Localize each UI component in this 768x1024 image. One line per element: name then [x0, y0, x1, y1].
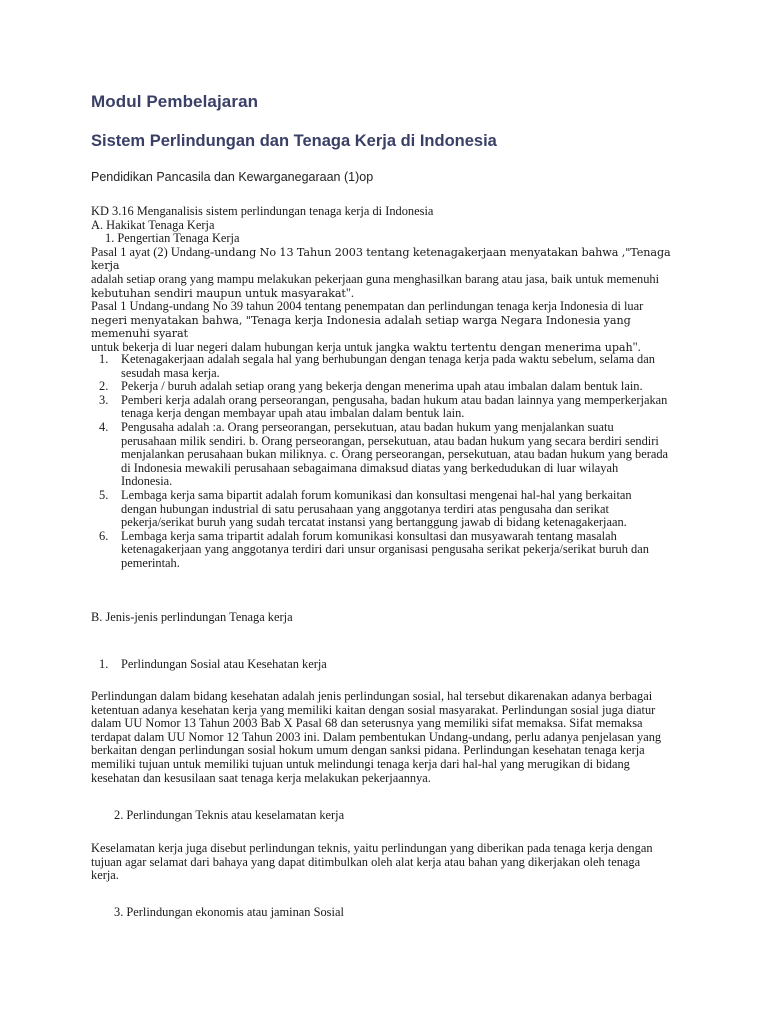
paragraph-line: terdapat dalam UU Nomor 12 Tahun 2003 ini. Dalam pembentukan Undang-undang, perlu adanya penjelasan yang [91, 729, 662, 744]
list-number: 2. [99, 379, 109, 394]
list-number: 5. [99, 487, 109, 502]
definition-line: perusahaan milik sendiri. b. Orang perseorangan, persekutuan, atau badan hukum yang secara berdiri sendiri [121, 433, 659, 448]
module-title: Modul Pembelajaran [91, 92, 259, 111]
definition-line: dengan hubungan industrial di satu perusahaan yang anggotanya terdiri atas pengusaha dan serikat [121, 501, 609, 516]
definition-item [91, 394, 691, 421]
definition-line: menjalankan perusahaan bukan miliknya. c. Orang perseorangan, persekutuan, atau badan hukum yang berada [121, 447, 669, 462]
definition-item [91, 380, 691, 394]
definition-line: Lembaga kerja sama tripartit adalah forum komunikasi konsultasi dan musyawarah tentang masalah [121, 528, 617, 543]
list-number: 1. [99, 352, 109, 366]
definition-line: Ketenagakerjaan adalah segala hal yang berhubungan dengan tenaga kerja pada waktu sebelum, selama dan [121, 352, 655, 366]
list-item-label: 2. Perlindungan Teknis atau keselamatan kerja [114, 808, 345, 822]
list-number: 1. [99, 657, 109, 671]
pasal-2-line-3: untuk bekerja di luar negeri dalam hubungan kerja untuk jangka waktu tertentu dengan menerima upah". [91, 339, 641, 354]
section-b-heading: B. Jenis-jenis perlindungan Tenaga kerja [91, 610, 293, 624]
subsection-heading: 1. Pengertian Tenaga Kerja [105, 231, 240, 246]
kd-line: KD 3.16 Menganalisis sistem perlindungan tenaga kerja di Indonesia [91, 204, 434, 218]
paragraph-social-protection [91, 690, 691, 785]
definition-item [91, 530, 691, 571]
list-number: 6. [99, 528, 109, 543]
definitions-block [91, 353, 691, 571]
definition-item [91, 421, 691, 489]
paragraph-line: tujuan agar selamat dari bahaya yang dapat ditimbulkan oleh alat kerja atau bahan yang dikerjakan oleh tenaga [91, 854, 641, 869]
pasal-1-line-3: kebutuhan sendiri maupun untuk masyarakat". [91, 285, 354, 300]
intro-block [91, 205, 691, 355]
definition-line: Pengusaha adalah :a. Orang perseorangan, persekutuan, atau badan hukum yang menjalankan suatu [121, 419, 614, 434]
definitions-list [91, 353, 691, 571]
module-subtitle: Sistem Perlindungan dan Tenaga Kerja di Indonesia [91, 132, 497, 150]
list-number: 4. [99, 419, 109, 434]
pasal-2-line-1: Pasal 1 Undang-undang No 39 tahun 2004 tentang penempatan dan perlindungan tenaga kerja Indonesia di luar [91, 299, 644, 314]
definition-line: Lembaga kerja sama bipartit adalah forum komunikasi dan konsultasi mengenai hal-hal yang berkaitan [121, 487, 632, 502]
course-name: Pendidikan Pancasila dan Kewarganegaraan (1)op [91, 170, 374, 184]
paragraph-line: kesehatan dan kesusilaan saat tenaga kerja melakukan pekerjaannya. [91, 770, 431, 785]
definition-line: pekerja/serikat buruh yang sudah tercatat instansi yang bertanggung jawab di bidang ketenagakerjaan. [121, 515, 627, 530]
list-item-label: 3. Perlindungan ekonomis atau jaminan Sosial [114, 905, 344, 919]
definition-line: Indonesia. [121, 474, 173, 489]
paragraph-line: Keselamatan kerja juga disebut perlindungan teknis, yaitu perlindungan yang diberikan pada tenaga kerja dengan [91, 841, 653, 855]
definition-line: Pemberi kerja adalah orang perseorangan, pengusaha, badan hukum atau badan lainnya yang memperkerjakan [121, 392, 668, 407]
paragraph-technical-protection [91, 842, 691, 883]
pasal-2-line-2: negeri menyatakan bahwa, "Tenaga kerja Indonesia adalah setiap warga Negara Indonesia yang memenuhi syarat [91, 313, 631, 341]
definition-item [91, 353, 691, 380]
pasal-1-line-2: adalah setiap orang yang mampu melakukan pekerjaan guna menghasilkan barang atau jasa, baik untuk memenuhi [91, 271, 660, 286]
section-a-heading: A. Hakikat Tenaga Kerja [91, 217, 215, 232]
paragraph-line: kerja. [91, 868, 119, 883]
pasal-1-line-1: Pasal 1 ayat (2) Undang-undang No 13 Tahun 2003 tentang ketenagakerjaan menyatakan bahwa ,"Tenaga kerja [91, 244, 671, 273]
definition-line: pemerintah. [121, 555, 180, 570]
paragraph-line: ketentuan adanya kesehatan kerja yang memiliki kaitan dengan sosial masyarakat. Perlindungan sosial juga diatur [91, 702, 656, 717]
list-number: 3. [99, 392, 109, 407]
definition-line: Pekerja / buruh adalah setiap orang yang bekerja dengan menerima upah atau imbalan dalam bentuk lain. [121, 379, 643, 394]
definition-line: ketenagakerjaan yang anggotanya terdiri dari unsur organisasi pengusaha serikat pekerja/serikat buruh dan [121, 542, 649, 557]
paragraph-line: Perlindungan dalam bidang kesehatan adalah jenis perlindungan sosial, hal tersebut dikarenakan adanya berbagai [91, 689, 653, 703]
definition-line: di Indonesia mewakili perusahaan sebagaimana dimaksud diatas yang berkedudukan di luar wilayah [121, 460, 619, 475]
paragraph-line: memiliki tujuan untuk memiliki tujuan untuk melindungi tenaga kerja dari hal-hal yang merugikan di bidang [91, 756, 630, 771]
definition-line: tenaga kerja dengan membayar upah atau imbalan dalam bentuk lain. [121, 406, 465, 421]
definition-line: sesudah masa kerja. [121, 365, 220, 380]
paragraph-line: berkaitan dengan perlindungan sosial hokum umum dengan sanksi pidana. Perlindungan kesehatan tenaga kerja [91, 743, 645, 758]
definition-item [91, 489, 691, 530]
list-item-label: Perlindungan Sosial atau Kesehatan kerja [121, 657, 327, 671]
paragraph-line: dalam UU Nomor 13 Tahun 2003 Bab X Pasal 68 dan seterusnya yang memiliki sifat memaksa. Sifat memaksa [91, 716, 643, 731]
